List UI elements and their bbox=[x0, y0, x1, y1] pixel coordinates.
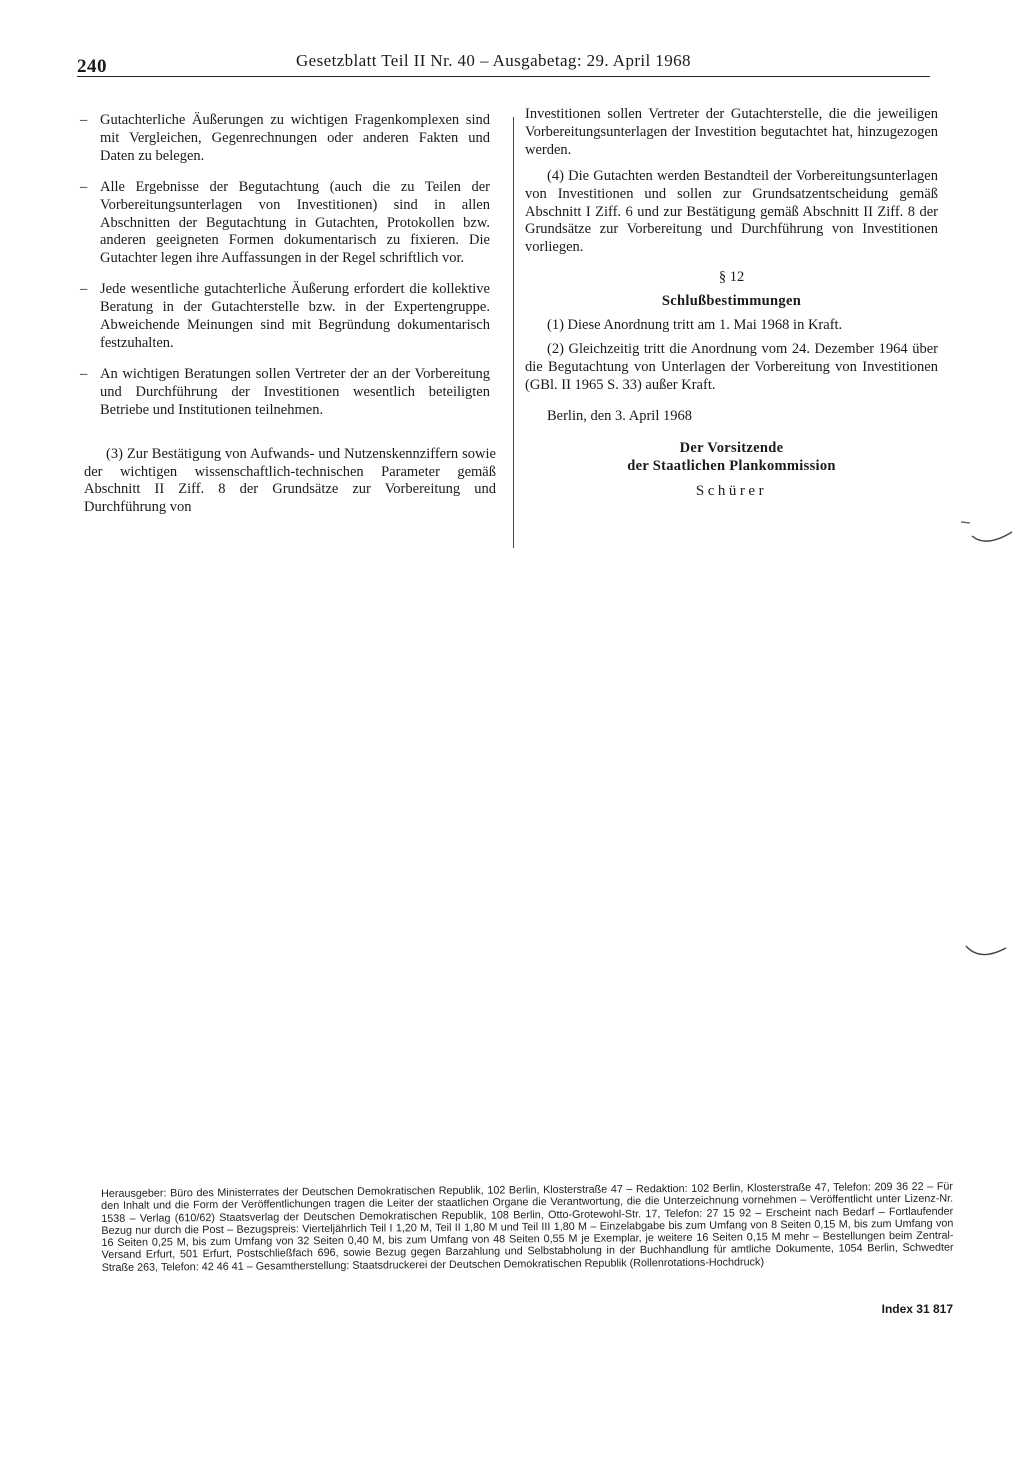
signatory-role-line-2: der Staatlichen Plankommission bbox=[627, 457, 836, 474]
right-column bbox=[525, 106, 938, 501]
dash-marker: – bbox=[80, 112, 88, 128]
continuation-paragraph: Investitionen sollen Vertreter der Gutachterstelle, die die jeweiligen Vorbereitungsunterlagen der Investition begutachtet hat, hinzugezogen werden. bbox=[525, 106, 938, 158]
dash-marker: – bbox=[80, 281, 88, 298]
left-column bbox=[80, 112, 496, 517]
list-item bbox=[80, 112, 496, 166]
list-item-text: Gutachterliche Äußerungen zu wichtigen Fragenkomplexen sind mit Vergleichen, Gegenrechnungen oder anderen Fakten und Daten zu belegen. bbox=[100, 112, 490, 164]
list-item bbox=[80, 281, 496, 353]
signatory-role-line-1: Der Vorsitzende bbox=[679, 439, 784, 456]
list-item-text: Alle Ergebnisse der Begutachtung (auch die zu Teilen der Vorbereitungsunterlagen von Investitionen) sind in allen Abschnitten der Begutachtung in Gutachten, Protokollen bzw. anderen geeigneten Formen dokumentarisch zu fixieren. Die Gutachter legen ihre Auffassungen in der Regel schriftlich vor. bbox=[100, 178, 490, 267]
place-and-date: Berlin, den 3. April 1968 bbox=[547, 407, 692, 424]
publisher-imprint: Herausgeber: Büro des Ministerrates der Deutschen Demokratischen Republik, 102 Berlin, Klosterstraße 47 – Redaktion: 102 Berlin, Klosterstraße 47, Telefon: 209 36 22 – Für den Inhalt und die Form der Veröffentlichungen tragen die Leiter der staatlichen Organe die Verantwortung, die die Unterzeichnung vornehmen – Veröffentlicht unter Lizenz-Nr. 1538 – Verlag (610/62) Staatsverlag der Deutschen Demokratischen Republik, 108 Berlin, Otto-Grotewohl-Str. 17, Telefon: 27 15 92 – Erscheint nach Bedarf – Fortlaufender Bezug nur durch die Post – Bezugspreis: Vierteljährlich Teil I 1,20 M, Teil II 1,80 M und Teil III 1,80 M – Einzelabgabe bis zum Umfang von 8 Seiten 0,15 M, bis zum Umfang von 16 Seiten 0,25 M, bis zum Umfang von 32 Seiten 0,40 M, bis zum Umfang von 48 Seiten 0,55 M je Exemplar, je weitere 16 Seiten 0,15 M mehr – Bestellungen beim Zentral-Versand Erfurt, 501 Erfurt, Postschließfach 696, sowie Bezug gegen Barzahlung und Selbstabholung in der Buchhandlung für amtliche Dokumente, 1054 Berlin, Schwedter Straße 263, Telefon: 42 46 41 – Gesamtherstellung: Staatsdruckerei der Deutschen Demokratischen Republik (Rollenrotations-Hochdruck) bbox=[101, 1180, 954, 1274]
gazette-header-title: Gesetzblatt Teil II Nr. 40 – Ausgabetag: 29. April 1968 bbox=[296, 51, 691, 70]
pen-mark-icon bbox=[962, 936, 1012, 964]
list-item bbox=[80, 366, 496, 420]
section-title: Schlußbestimmungen bbox=[661, 293, 802, 310]
index-number: Index 31 817 bbox=[881, 1302, 953, 1316]
list-item-text: Jede wesentliche gutachterliche Äußerung erfordert die kollektive Beratung in der Gutachterstelle bzw. in der Expertengruppe. Abweichende Meinungen sind mit Begründung dokumentarisch festzuhalten. bbox=[100, 281, 490, 351]
paragraph-4: (4) Die Gutachten werden Bestandteil der Vorbereitungsunterlagen von Investitionen und sollen zur Grundsatzentscheidung gemäß Abschnitt I Ziff. 6 und zur Bestätigung gemäß Abschnitt II Ziff. 8 der Grundsätze zur Vorbereitung und Durchführung von Investitionen vorliegen. bbox=[525, 167, 938, 256]
signatory-name: Schürer bbox=[695, 483, 768, 500]
dash-marker: – bbox=[80, 178, 88, 195]
final-provision-2: (2) Gleichzeitig tritt die Anordnung vom 24. Dezember 1964 über die Begutachtung von Unterlagen der Vorbereitung von Investitionen (GBl. II 1965 S. 33) außer Kraft. bbox=[525, 340, 938, 393]
dash-marker: – bbox=[80, 365, 88, 382]
paragraph-3: (3) Zur Bestätigung von Aufwands- und Nutzenskennziffern sowie der wichtigen wissenschaftlich-technischen Parameter gemäß Abschnitt II Ziff. 8 der Grundsätze zur Vorbereitung und Durchführung von bbox=[84, 445, 496, 516]
page-number: 240 bbox=[77, 56, 107, 77]
list-item-text: An wichtigen Beratungen sollen Vertreter der an der Vorbereitung und Durchführung der Investitionen wesentlich beteiligten Betriebe und Institutionen teilnehmen. bbox=[100, 365, 490, 418]
section-number: § 12 bbox=[718, 269, 745, 286]
list-item bbox=[80, 179, 496, 269]
pen-mark-icon bbox=[958, 516, 1018, 550]
column-divider bbox=[513, 117, 514, 548]
final-provision-1: (1) Diese Anordnung tritt am 1. Mai 1968 in Kraft. bbox=[547, 317, 843, 334]
header-rule bbox=[77, 76, 930, 77]
